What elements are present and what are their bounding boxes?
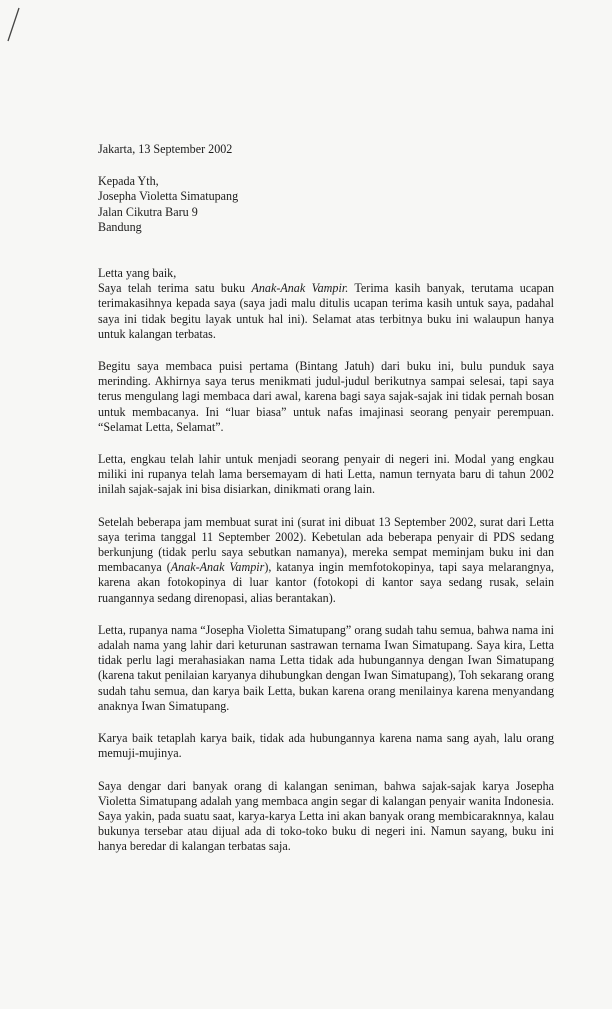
paragraph-7: Saya dengar dari banyak orang di kalangan seniman, bahwa sajak-sajak karya Josepha Violetta Simatupang adalah yang membaca angin segar di kalangan penyair wanita Indonesia. Saya yakin, pada suatu saat, karya-karya Letta ini akan banyak orang membicaraknnya, kalau bukunya tersebar atau dijual ada di toko-toko buku di negeri ini. Namun sayang, buku ini hanya beredar di kalangan terbatas saja. — [98, 778, 554, 854]
address-line: Kepada Yth, — [98, 174, 159, 189]
letter-body — [98, 142, 554, 872]
paragraph-1 — [98, 281, 554, 342]
address-line: Bandung — [98, 219, 142, 234]
paragraph-1-text-c: Terima kasih banyak, terutama ucapan terimakasihnya kepada saya (saya jadi malu ditulis ucapan terima kasih untuk saya, padahal saya ini tidak begitu layak untuk hal ini). Selamat atas terbitnya buku ini walaupun hanya untuk kalangan terbatas. — [98, 281, 555, 341]
recipient-address — [98, 174, 554, 235]
address-line: Josepha Violetta Simatupang — [98, 189, 239, 204]
book-title: Anak-Anak Vampir. — [251, 281, 349, 296]
salutation: Letta yang baik, — [98, 266, 177, 281]
paragraph-6: Karya baik tetaplah karya baik, tidak ada hubungannya karena nama sang ayah, lalu orang memuji-mujinya. — [98, 731, 554, 761]
paragraph-4 — [98, 515, 554, 606]
paragraph-1-text-a: Saya telah terima satu buku — [98, 281, 252, 296]
paragraph-3: Letta, engkau telah lahir untuk menjadi seorang penyair di negeri ini. Modal yang engkau miliki ini rupanya telah lama bersemayam di hati Letta, namun ternyata baru di tahun 2002 inilah sajak-sajak ini bisa disiarkan, dinikmati orang lain. — [98, 452, 554, 497]
paragraph-2: Begitu saya membaca puisi pertama (Bintang Jatuh) dari buku ini, bulu punduk saya merinding. Akhirnya saya terus menikmati judul-judul berikutnya sampai selesai, tapi saya terus mengulang lagi membaca dari awal, karena bagi saya sajak-sajak ini tidak pernah bosan untuk membacanya. Ini “luar biasa” untuk nafas imajinasi seorang penyair perempuan. “Selamat Letta, Selamat”. — [98, 359, 554, 434]
letter-date: Jakarta, 13 September 2002 — [98, 142, 233, 156]
pen-stroke-mark — [0, 0, 30, 50]
address-line: Jalan Cikutra Baru 9 — [98, 204, 198, 219]
paragraph-5: Letta, rupanya nama “Josepha Violetta Simatupang” orang sudah tahu semua, bahwa nama ini adalah nama yang lahir dari keturunan sastrawan ternama Iwan Simatupang. Saya kira, Letta tidak perlu lagi merahasiakan nama Letta tidak ada hubungannya dengan Iwan Simatupang (karena takut penilaian karyanya dihubungkan dengan Iwan Simatupang), Toh sekarang orang sudah tahu semua, dan karya baik Letta, bukan karena orang menilainya karena menyandang anaknya Iwan Simatupang. — [98, 622, 554, 713]
paragraph-4-text-a: Setelah beberapa jam membuat surat ini (surat ini dibuat 13 September 2002, surat dari Letta saya terima tanggal 11 September 2002). Kebetulan ada beberapa penyair di PDS sedang berkunjung (tidak perlu saya sebutkan namanya), mereka sempat meminjam buku ini dan membacanya ( — [98, 514, 554, 575]
book-title: Anak-Anak Vampir — [170, 560, 265, 575]
paragraph-4-text-c: ), katanya ingin memfotokopinya, tapi saya melarangnya, karena akan fotokopinya di luar kantor (fotokopi di kantor saya sedang rusak, selain ruangannya sedang direnopasi, alias berantakan). — [98, 560, 554, 605]
